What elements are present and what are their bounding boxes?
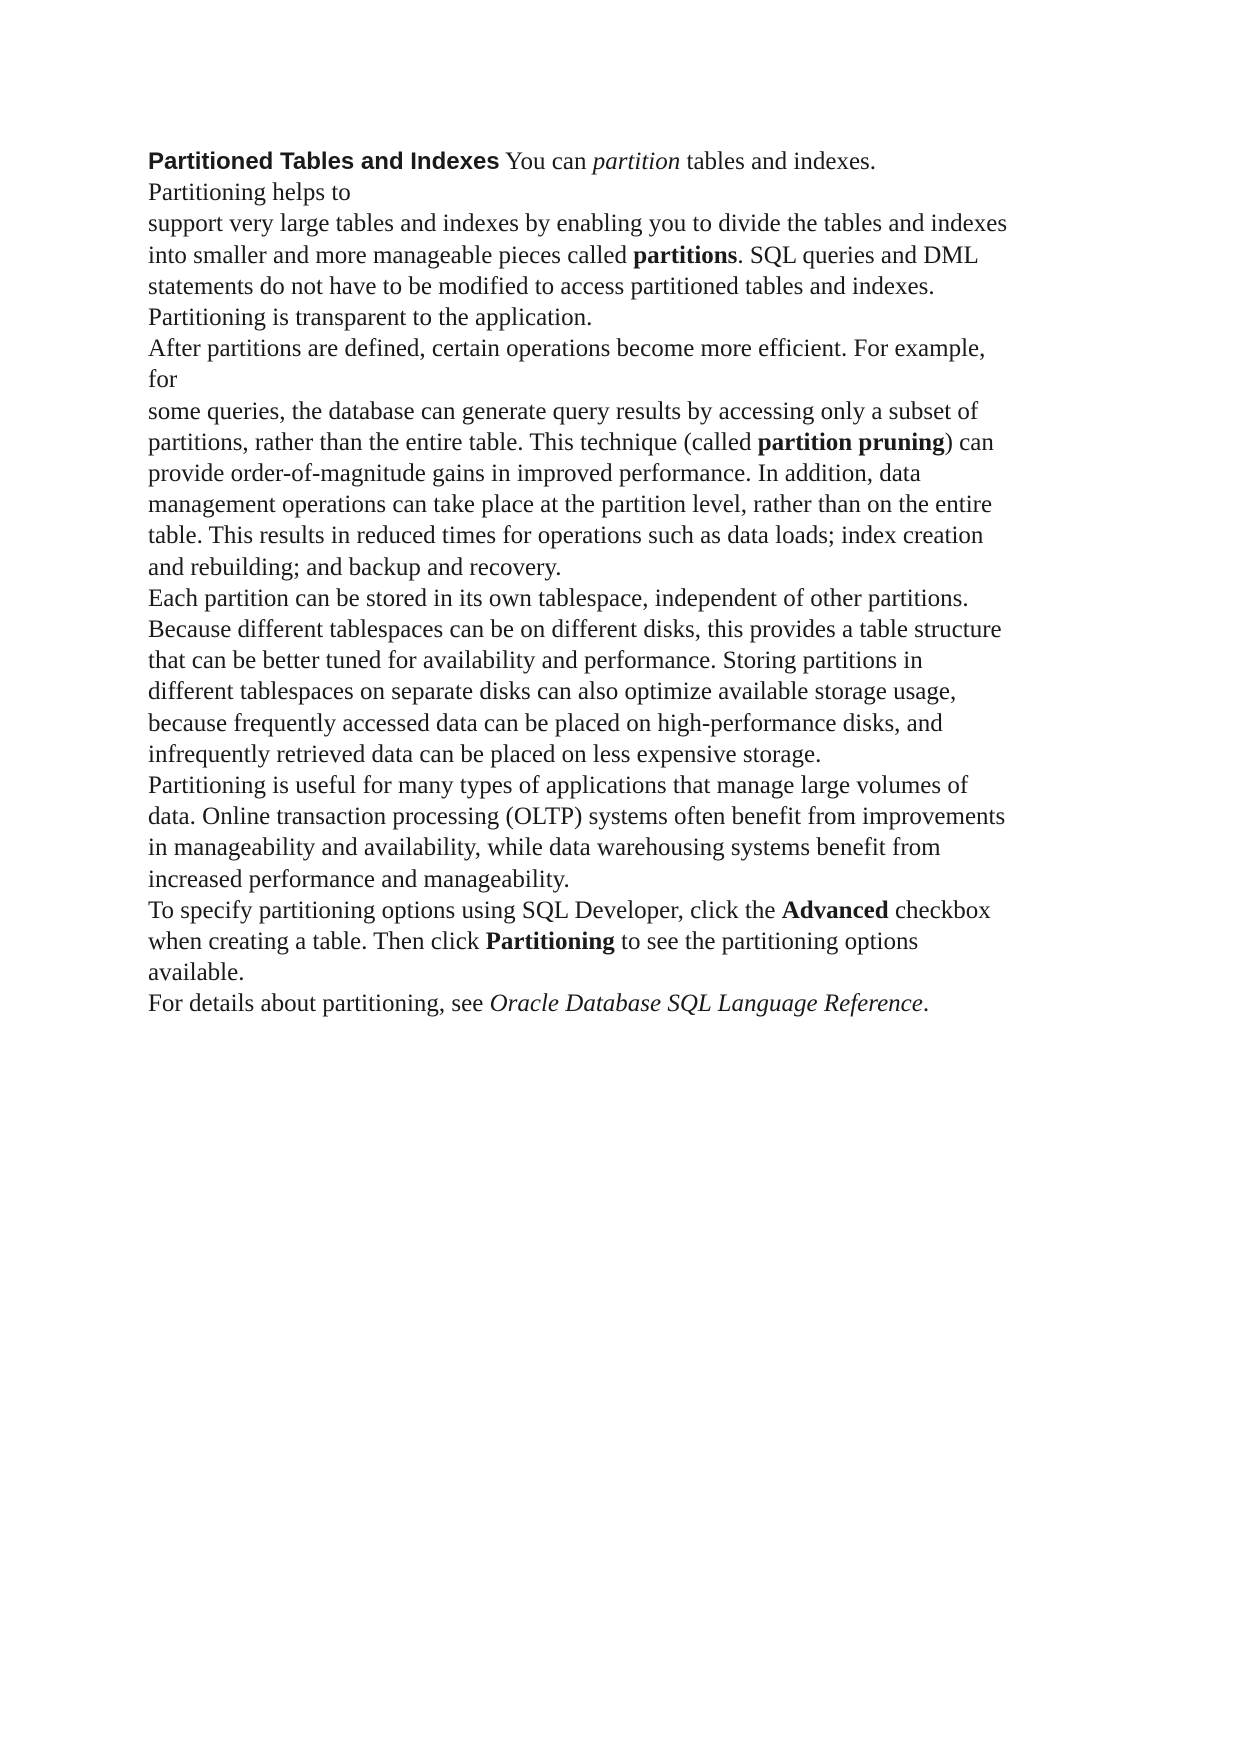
bold-term: Partitioning [485,928,615,956]
text-run: ) can [944,428,994,456]
section-heading: Partitioned Tables and Indexes [148,148,500,175]
text-line: because frequently accessed data can be placed on high-performance disks, and [148,709,943,737]
text-line: After partitions are defined, certain operations become more efficient. For example, [148,335,986,363]
text-run: You can [499,148,593,175]
emphasis-term: partition [592,148,681,175]
text-run: when creating a table. Then click [148,928,486,956]
text-line: Partitioning is useful for many types of applications that manage large volumes of [148,772,969,800]
text-line [148,988,1088,1019]
text-line [148,895,1088,926]
text-line: Partitioning helps to [148,179,351,207]
text-line: data. Online transaction processing (OLTP) systems often benefit from improvements [148,803,1006,831]
text-line: increased performance and manageability. [148,865,570,893]
text-line: table. This results in reduced times for operations such as data loads; index creation [148,522,984,550]
text-line: Because different tablespaces can be on different disks, this provides a table structure [148,616,1002,644]
text-line: and rebuilding; and backup and recovery. [148,553,562,581]
text-run: to see the partitioning options [614,928,919,956]
text-run: tables and indexes. [680,148,877,175]
text-line: that can be better tuned for availability and performance. Storing partitions in [148,647,923,675]
text-line: support very large tables and indexes by enabling you to divide the tables and indexes [148,210,1008,238]
text-line [148,427,1088,458]
text-line: provide order-of-magnitude gains in improved performance. In addition, data [148,460,921,488]
bold-term: partitions [633,241,738,269]
bold-term: Advanced [781,896,889,924]
text-line: management operations can take place at the partition level, rather than on the entire [148,491,993,519]
text-line: Partitioning is transparent to the application. [148,304,593,332]
text-line: Each partition can be stored in its own tablespace, independent of other partitions. [148,584,969,612]
text-line: different tablespaces on separate disks can also optimize available storage usage, [148,678,957,706]
text-line: statements do not have to be modified to access partitioned tables and indexes. [148,272,935,300]
text-line: for [148,366,178,394]
text-run: checkbox [888,896,991,924]
reference-title: Oracle Database SQL Language Reference [489,990,923,1018]
text-run: partitions, rather than the entire table. This technique (called [148,428,758,456]
text-run: For details about partitioning, see [148,990,490,1018]
text-line [148,146,1088,177]
partitioned-tables-section [148,146,1088,1020]
text-line: infrequently retrieved data can be placed on less expensive storage. [148,740,822,768]
text-run: . SQL queries and DML [737,241,979,269]
text-run: . [922,990,930,1018]
text-line [148,240,1088,271]
text-line: some queries, the database can generate query results by accessing only a subset of [148,397,979,425]
text-line [148,926,1088,957]
text-run: To specify partitioning options using SQL Developer, click the [148,896,782,924]
text-run: into smaller and more manageable pieces called [148,241,634,269]
text-line: available. [148,959,245,987]
text-line: in manageability and availability, while data warehousing systems benefit from [148,834,941,862]
bold-term: partition pruning [757,428,945,456]
